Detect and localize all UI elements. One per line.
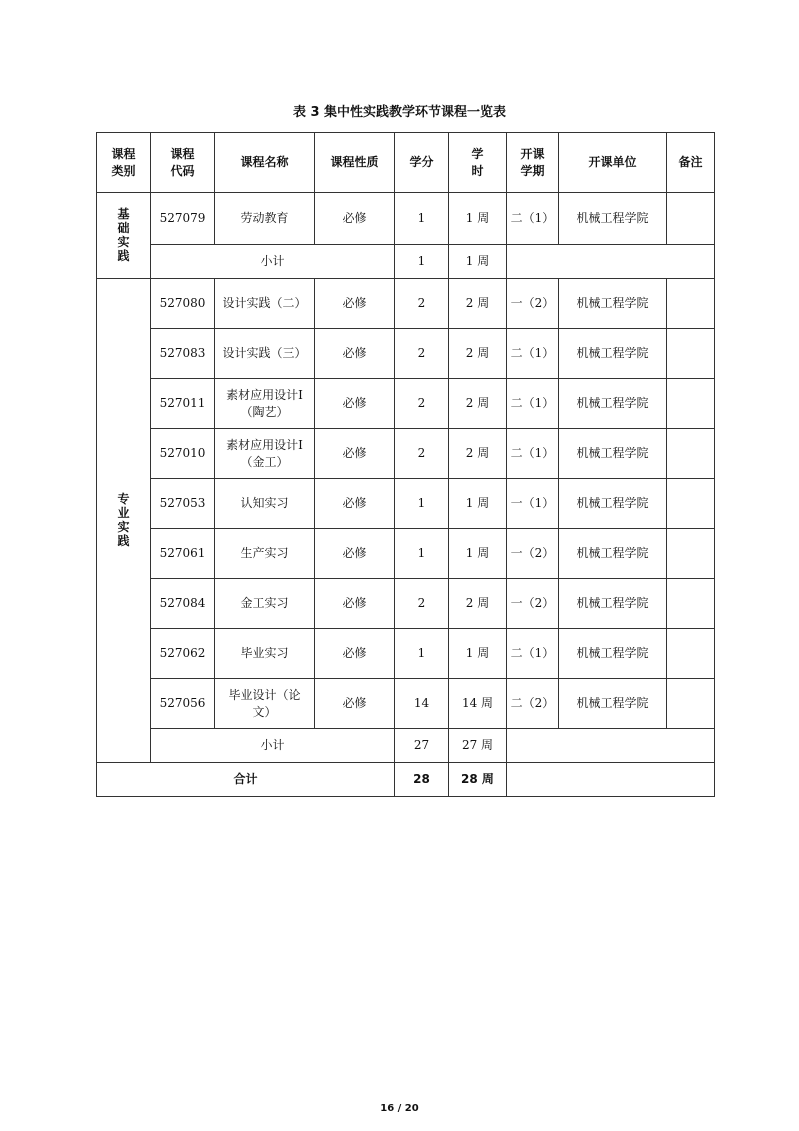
table-row — [97, 279, 715, 329]
subtotal-row — [97, 245, 715, 279]
header-code: 课程代码 — [151, 133, 215, 193]
unit-cell: 机械工程学院 — [559, 529, 667, 579]
name-cell: 设计实践（二） — [215, 279, 315, 329]
term-cell: 二（2） — [507, 679, 559, 729]
category-cell — [97, 193, 151, 279]
total-hours: 28 周 — [449, 763, 507, 797]
unit-cell: 机械工程学院 — [559, 629, 667, 679]
subtotal-credit: 1 — [395, 245, 449, 279]
term-cell: 一（2） — [507, 529, 559, 579]
table-row — [97, 193, 715, 245]
subtotal-label: 小计 — [151, 245, 395, 279]
term-cell: 二（1） — [507, 329, 559, 379]
credit-cell: 2 — [395, 579, 449, 629]
header-unit: 开课单位 — [559, 133, 667, 193]
code-cell: 527080 — [151, 279, 215, 329]
subtotal-row — [97, 729, 715, 763]
code-cell: 527083 — [151, 329, 215, 379]
table-row — [97, 329, 715, 379]
term-cell: 一（2） — [507, 579, 559, 629]
nature-cell: 必修 — [315, 379, 395, 429]
category-label: 专业实践 — [117, 491, 130, 548]
subtotal-hours: 1 周 — [449, 245, 507, 279]
credit-cell: 2 — [395, 429, 449, 479]
nature-cell: 必修 — [315, 679, 395, 729]
name-cell: 素材应用设计Ⅰ（陶艺） — [215, 379, 315, 429]
unit-cell: 机械工程学院 — [559, 479, 667, 529]
term-cell: 二（1） — [507, 379, 559, 429]
hours-cell: 2 周 — [449, 379, 507, 429]
unit-cell: 机械工程学院 — [559, 679, 667, 729]
unit-cell: 机械工程学院 — [559, 429, 667, 479]
name-cell: 毕业实习 — [215, 629, 315, 679]
code-cell: 527010 — [151, 429, 215, 479]
code-cell: 527056 — [151, 679, 215, 729]
header-name: 课程名称 — [215, 133, 315, 193]
credit-cell: 2 — [395, 329, 449, 379]
credit-cell: 1 — [395, 193, 449, 245]
header-row — [97, 133, 715, 193]
credit-cell: 2 — [395, 279, 449, 329]
term-cell: 二（1） — [507, 429, 559, 479]
term-cell: 一（1） — [507, 479, 559, 529]
hours-cell: 2 周 — [449, 579, 507, 629]
subtotal-empty — [507, 729, 715, 763]
name-cell: 设计实践（三） — [215, 329, 315, 379]
term-cell: 二（1） — [507, 629, 559, 679]
nature-cell: 必修 — [315, 479, 395, 529]
remark-cell — [667, 529, 715, 579]
unit-cell: 机械工程学院 — [559, 279, 667, 329]
subtotal-credit: 27 — [395, 729, 449, 763]
remark-cell — [667, 379, 715, 429]
hours-cell: 14 周 — [449, 679, 507, 729]
hours-cell: 2 周 — [449, 429, 507, 479]
remark-cell — [667, 429, 715, 479]
remark-cell — [667, 679, 715, 729]
subtotal-label: 小计 — [151, 729, 395, 763]
total-empty — [507, 763, 715, 797]
unit-cell: 机械工程学院 — [559, 193, 667, 245]
credit-cell: 1 — [395, 529, 449, 579]
remark-cell — [667, 629, 715, 679]
nature-cell: 必修 — [315, 579, 395, 629]
credit-cell: 1 — [395, 629, 449, 679]
unit-cell: 机械工程学院 — [559, 379, 667, 429]
subtotal-hours: 27 周 — [449, 729, 507, 763]
term-cell: 二（1） — [507, 193, 559, 245]
table-row — [97, 429, 715, 479]
hours-cell: 1 周 — [449, 479, 507, 529]
table-row — [97, 379, 715, 429]
nature-cell: 必修 — [315, 329, 395, 379]
page-number: 16 / 20 — [380, 1103, 419, 1114]
name-cell: 金工实习 — [215, 579, 315, 629]
credit-cell: 2 — [395, 379, 449, 429]
remark-cell — [667, 193, 715, 245]
remark-cell — [667, 579, 715, 629]
remark-cell — [667, 479, 715, 529]
table-row — [97, 579, 715, 629]
code-cell: 527062 — [151, 629, 215, 679]
table-title: 表 3 集中性实践教学环节课程一览表 — [292, 105, 507, 120]
name-cell: 劳动教育 — [215, 193, 315, 245]
nature-cell: 必修 — [315, 193, 395, 245]
code-cell: 527053 — [151, 479, 215, 529]
name-cell: 生产实习 — [215, 529, 315, 579]
header-hours: 学时 — [449, 133, 507, 193]
total-row — [97, 763, 715, 797]
nature-cell: 必修 — [315, 629, 395, 679]
code-cell: 527079 — [151, 193, 215, 245]
name-cell: 毕业设计（论文） — [215, 679, 315, 729]
remark-cell — [667, 329, 715, 379]
nature-cell: 必修 — [315, 279, 395, 329]
header-remark: 备注 — [667, 133, 715, 193]
remark-cell — [667, 279, 715, 329]
name-cell: 素材应用设计Ⅰ（金工） — [215, 429, 315, 479]
term-cell: 一（2） — [507, 279, 559, 329]
header-category: 课程类别 — [97, 133, 151, 193]
category-label: 基础实践 — [117, 206, 130, 263]
unit-cell: 机械工程学院 — [559, 329, 667, 379]
code-cell: 527061 — [151, 529, 215, 579]
code-cell: 527011 — [151, 379, 215, 429]
hours-cell: 1 周 — [449, 529, 507, 579]
credit-cell: 1 — [395, 479, 449, 529]
total-label: 合计 — [97, 763, 395, 797]
hours-cell: 1 周 — [449, 193, 507, 245]
nature-cell: 必修 — [315, 529, 395, 579]
subtotal-empty — [507, 245, 715, 279]
hours-cell: 2 周 — [449, 329, 507, 379]
nature-cell: 必修 — [315, 429, 395, 479]
total-credit: 28 — [395, 763, 449, 797]
header-term: 开课学期 — [507, 133, 559, 193]
credit-cell: 14 — [395, 679, 449, 729]
header-nature: 课程性质 — [315, 133, 395, 193]
table-row — [97, 529, 715, 579]
unit-cell: 机械工程学院 — [559, 579, 667, 629]
code-cell: 527084 — [151, 579, 215, 629]
table-row — [97, 479, 715, 529]
table-row — [97, 679, 715, 729]
name-cell: 认知实习 — [215, 479, 315, 529]
hours-cell: 1 周 — [449, 629, 507, 679]
table-row — [97, 629, 715, 679]
practice-course-table — [96, 132, 715, 797]
header-credit: 学分 — [395, 133, 449, 193]
hours-cell: 2 周 — [449, 279, 507, 329]
category-cell — [97, 279, 151, 763]
